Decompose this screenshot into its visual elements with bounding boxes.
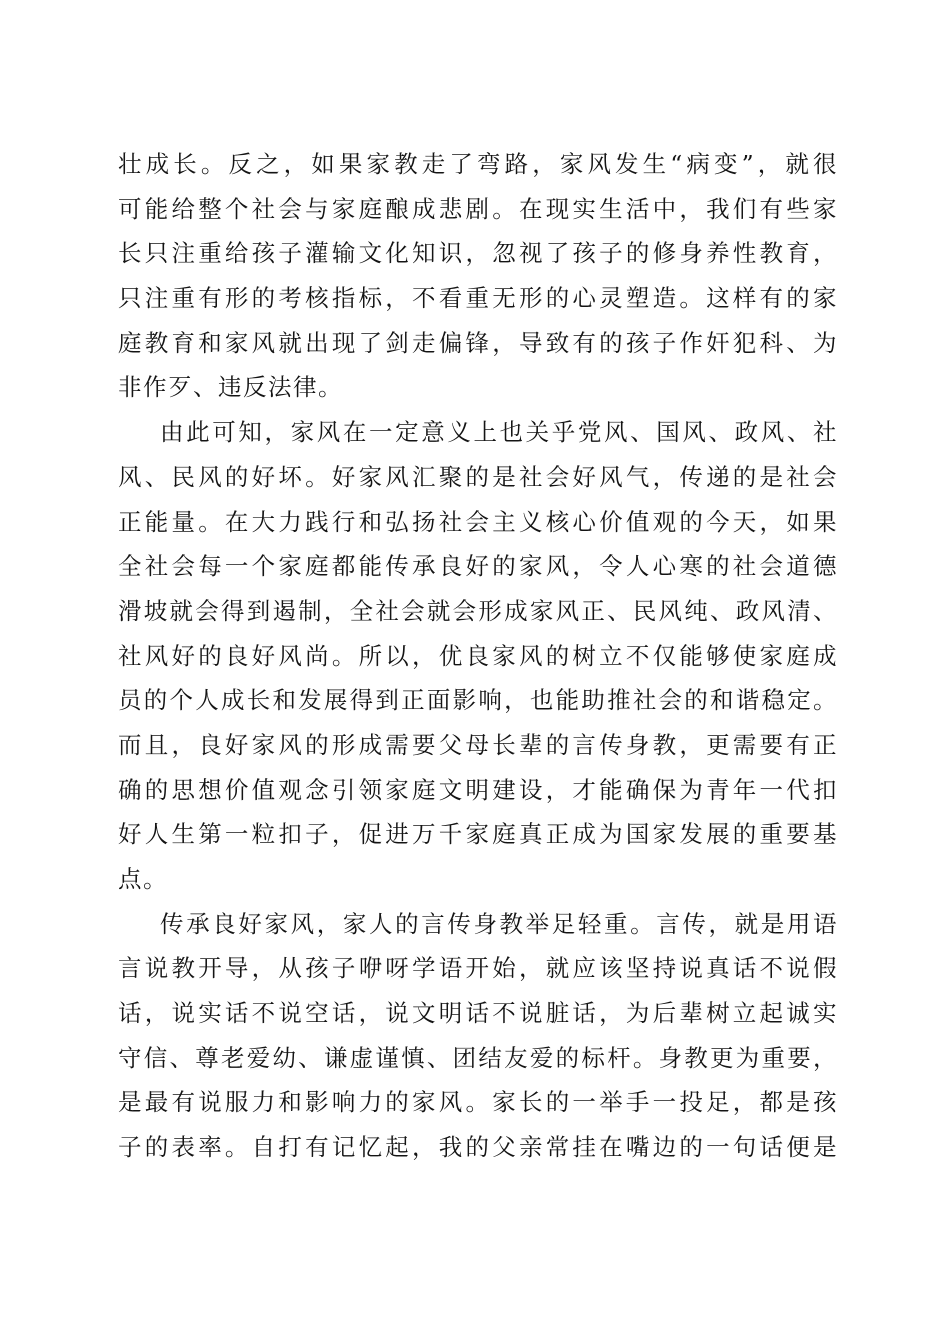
paragraph-3 [118,902,838,1170]
document-body [118,142,838,1170]
text-line: 守信、尊老爱幼、谦虚谨慎、团结友爱的标杆。身教更为重要， [118,1043,838,1072]
text-line: 滑坡就会得到遏制，全社会就会形成家风正、民风纯、政风清、 [118,596,838,625]
text-line: 社风好的良好风尚。所以，优良家风的树立不仅能够使家庭成 [118,641,838,670]
text-line: 确的思想价值观念引领家庭文明建设，才能确保为青年一代扣 [118,775,838,804]
text-line: 风、民风的好坏。好家风汇聚的是社会好风气，传递的是社会 [118,462,838,491]
text-line: 非作歹、违反法律。 [118,373,343,402]
text-line: 话，说实话不说空话，说文明话不说脏话，为后辈树立起诚实 [118,999,838,1028]
text-line: 庭教育和家风就出现了剑走偏锋，导致有的孩子作奸犯科、为 [118,328,838,357]
paragraph-1 [118,142,838,410]
text-line: 可能给整个社会与家庭酿成悲剧。在现实生活中，我们有些家 [118,194,838,223]
text-line: 是最有说服力和影响力的家风。家长的一举手一投足，都是孩 [118,1088,838,1117]
text-line: 好人生第一粒扣子，促进万千家庭真正成为国家发展的重要基 [118,820,838,849]
text-line: 员的个人成长和发展得到正面影响，也能助推社会的和谐稳定。 [118,686,838,715]
text-line: 言说教开导，从孩子咿呀学语开始，就应该坚持说真话不说假 [118,954,838,983]
text-line: 传承良好家风，家人的言传身教举足轻重。言传，就是用语 [160,909,838,938]
text-line: 而且，良好家风的形成需要父母长辈的言传身教，更需要有正 [118,730,838,759]
text-line: 由此可知，家风在一定意义上也关乎党风、国风、政风、社 [160,418,838,447]
text-line: 子的表率。自打有记忆起，我的父亲常挂在嘴边的一句话便是 [118,1133,838,1162]
text-line: 点。 [118,865,168,893]
text-line: 正能量。在大力践行和弘扬社会主义核心价值观的今天，如果 [118,507,838,536]
text-line: 只注重有形的考核指标，不看重无形的心灵塑造。这样有的家 [118,284,838,313]
text-line: 全社会每一个家庭都能传承良好的家风，令人心寒的社会道德 [118,552,838,581]
text-line: 壮成长。反之，如果家教走了弯路，家风发生“病变”，就很 [118,150,838,178]
text-line: 长只注重给孩子灌输文化知识，忽视了孩子的修身养性教育， [118,239,838,268]
paragraph-2 [118,410,838,902]
